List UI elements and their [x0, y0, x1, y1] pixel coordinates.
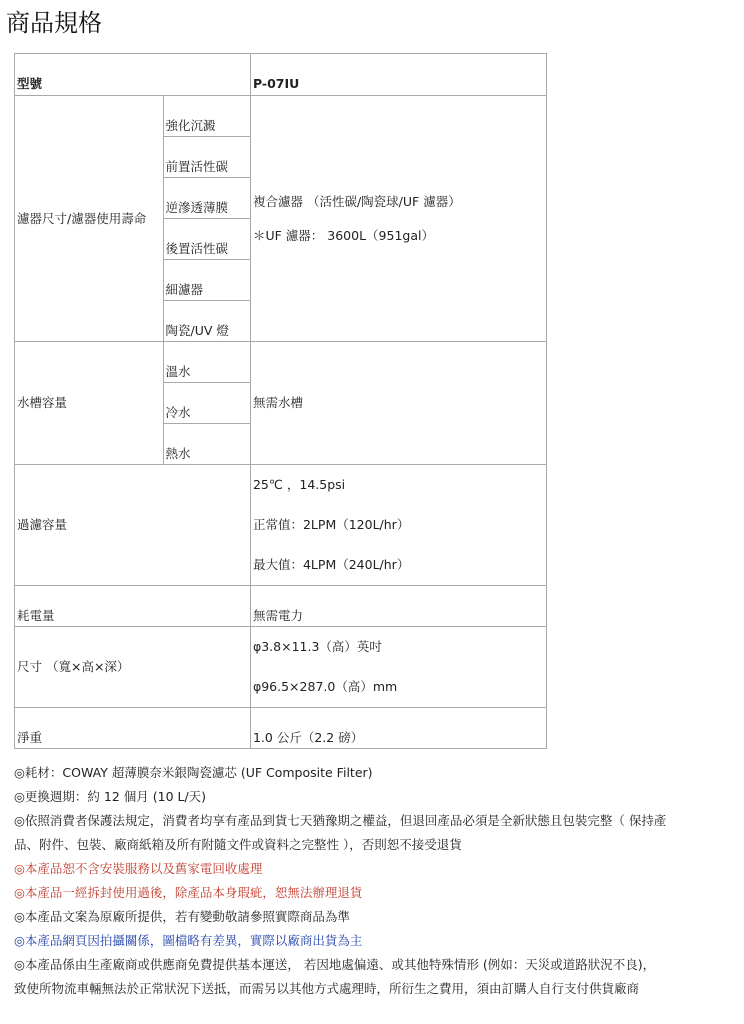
- row-model: [15, 54, 547, 96]
- note-item-info: ◎本產品網頁因拍攝關係，圖檔略有差異，實際以廠商出貨為主: [14, 933, 363, 948]
- filter-stage: 強化沉澱: [163, 96, 250, 137]
- filter-label: 濾器尺寸/濾器使用壽命: [15, 96, 164, 342]
- filter-stage: 細濾器: [163, 260, 250, 301]
- note-item: ◎依照消費者保護法規定，消費者均享有產品到貨七天猶豫期之權益，但退回產品必須是全新狀態且包裝完整（ 保持產: [14, 813, 667, 828]
- filter-stage: 後置活性碳: [163, 219, 250, 260]
- filtration-label: 過濾容量: [15, 465, 251, 586]
- model-label: 型號: [15, 54, 251, 96]
- row-filtration: [15, 465, 547, 586]
- note-item: ◎更換週期：約 12 個月 (10 L/天): [14, 789, 207, 804]
- note-item: ◎本產品文案為原廠所提供，若有變動敬請參照實際商品為準: [14, 909, 350, 924]
- row-weight: [15, 708, 547, 749]
- filter-value-line1: 複合濾器 （活性碳/陶瓷球/UF 濾器）: [252, 193, 461, 209]
- filtration-line: 正常值：2LPM（120L/hr）: [252, 517, 410, 532]
- weight-label: 淨重: [15, 708, 251, 749]
- notes-list: [14, 761, 714, 1001]
- filter-value: [250, 96, 546, 342]
- page-title: 商品規格: [6, 9, 102, 37]
- tank-type: 熱水: [163, 424, 250, 465]
- power-value: 無需電力: [250, 586, 546, 627]
- tank-value: 無需水槽: [250, 342, 546, 465]
- filter-stage: 逆滲透薄膜: [163, 178, 250, 219]
- filtration-value: [250, 465, 546, 586]
- note-item-warning: ◎本產品一經拆封使用過後，除產品本身瑕疵，恕無法辦理退貨: [14, 885, 363, 900]
- filter-value-line2: ＊UF 濾器： 3600L（951gal）: [252, 227, 434, 243]
- filtration-line: 最大值：4LPM（240L/hr）: [252, 557, 410, 572]
- power-label: 耗電量: [15, 586, 251, 627]
- row-tank: [15, 342, 547, 383]
- size-label: 尺寸 （寬×高×深）: [15, 627, 251, 708]
- tank-type: 冷水: [163, 383, 250, 424]
- row-power: [15, 586, 547, 627]
- filter-stage: 陶瓷/UV 燈: [163, 301, 250, 342]
- size-value: [250, 627, 546, 708]
- note-item: ◎耗材：COWAY 超薄膜奈米銀陶瓷濾芯 (UF Composite Filter): [14, 765, 373, 780]
- note-item-warning: ◎本產品恕不含安裝服務以及舊家電回收處理: [14, 861, 263, 876]
- model-value: P-07IU: [250, 54, 546, 96]
- size-line: φ3.8×11.3（高）英吋: [252, 639, 382, 654]
- tank-type: 溫水: [163, 342, 250, 383]
- note-item-continued: 品、附件、包裝、廠商紙箱及所有附隨文件或資料之完整性 ），否則恕不接受退貨: [14, 837, 462, 852]
- filtration-line: 25℃ ，14.5psi: [252, 477, 346, 492]
- size-line: φ96.5×287.0（高）mm: [252, 679, 398, 694]
- weight-value: 1.0 公斤（2.2 磅）: [250, 708, 546, 749]
- tank-label: 水槽容量: [15, 342, 164, 465]
- row-size: [15, 627, 547, 708]
- spec-table: [14, 53, 547, 749]
- row-filter: [15, 96, 547, 137]
- note-item: ◎本產品係由生產廠商或供應商免費提供基本運送， 若因地處偏遠、或其他特殊情形 (例如：天災或道路狀況不良)，: [14, 957, 656, 972]
- note-item-continued: 致使所物流車輛無法於正常狀況下送抵，而需另以其他方式處理時，所衍生之費用，須由訂購人自行支付供貨廠商: [14, 981, 640, 996]
- filter-stage: 前置活性碳: [163, 137, 250, 178]
